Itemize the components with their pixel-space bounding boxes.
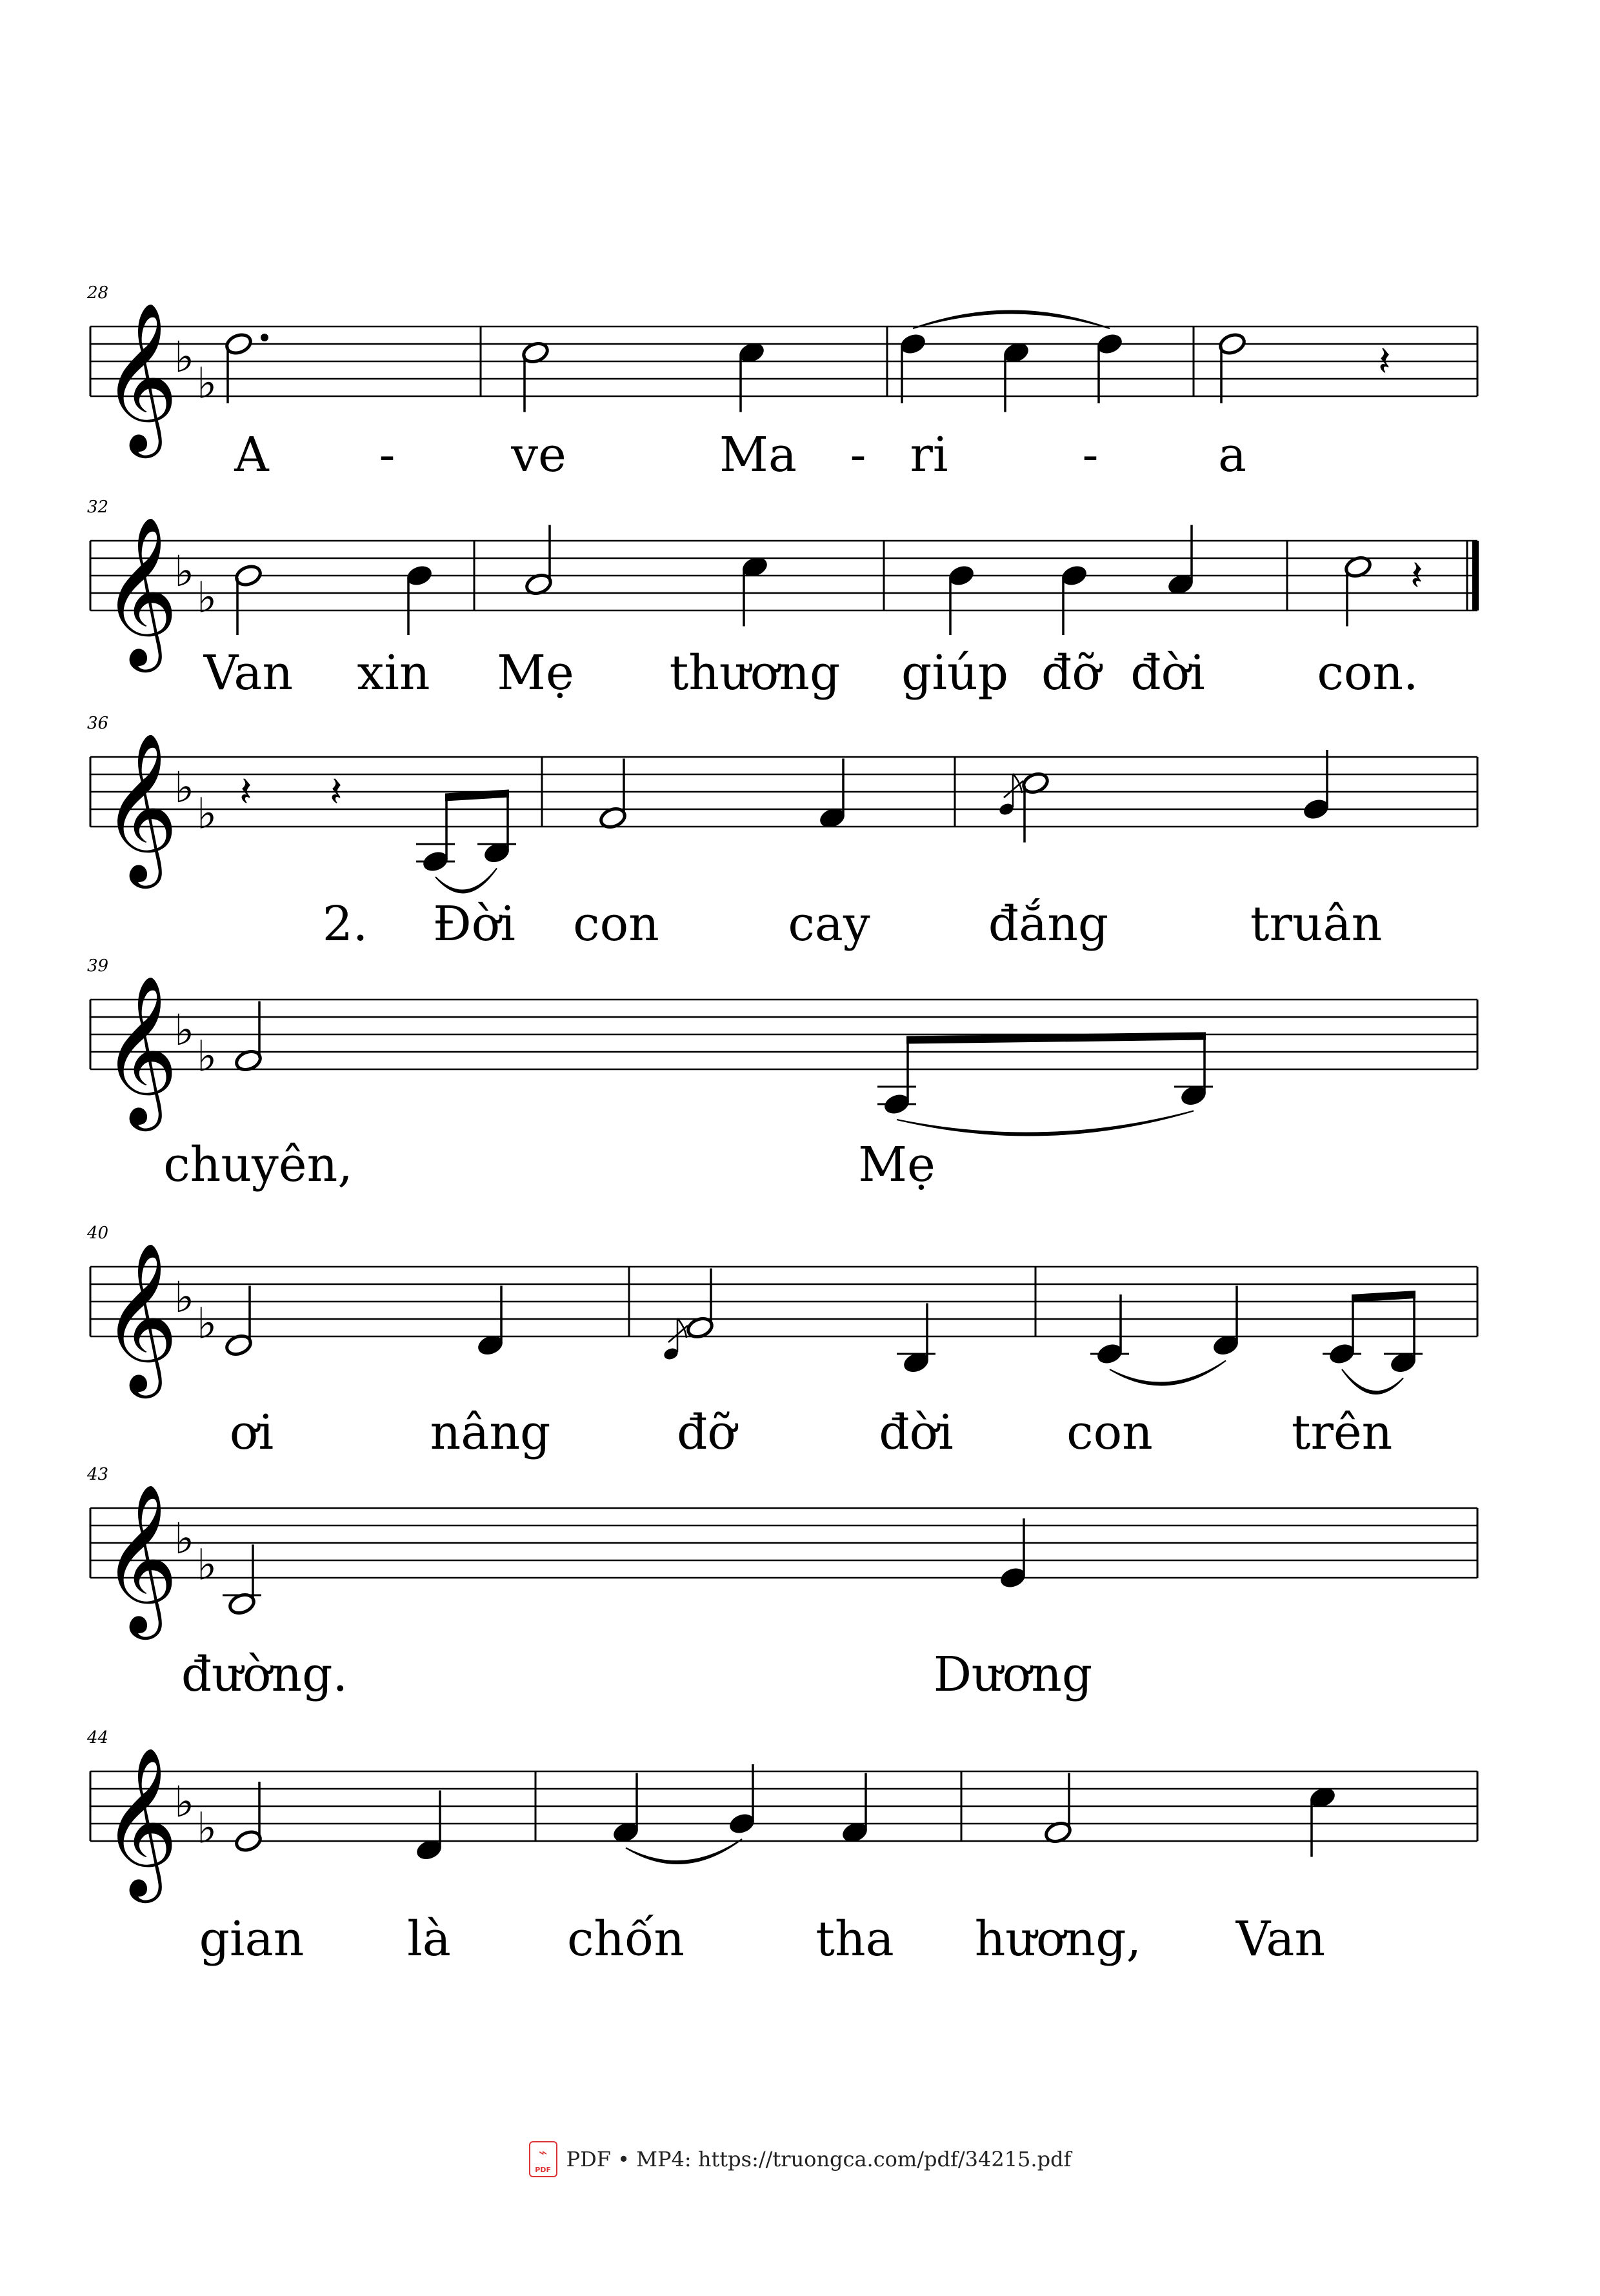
treble-clef-icon: 𝄞 — [102, 516, 179, 666]
treble-clef-icon: 𝄞 — [102, 301, 179, 452]
measure-number: 43 — [87, 1465, 109, 1484]
lyric-syllable: nâng — [430, 1405, 551, 1460]
slur — [1342, 1369, 1403, 1394]
lyric-syllable: tha — [815, 1911, 894, 1967]
lyric-syllable: truân — [1250, 896, 1383, 952]
measure-number: 44 — [87, 1728, 109, 1747]
footer-link[interactable]: PDF • MP4: https://truongca.com/pdf/34215.pdf — [566, 2147, 1072, 2171]
flat-icon: ♭ — [174, 1273, 195, 1322]
quarter-rest-icon: 𝄽 — [239, 769, 252, 816]
treble-clef-icon: 𝄞 — [102, 1746, 179, 1897]
lyric-syllable: chốn — [566, 1911, 685, 1967]
lyric-syllable: ve — [511, 427, 566, 483]
augmentation-dot — [261, 334, 268, 341]
lyric-syllable: - — [379, 427, 395, 483]
lyric-syllable: Đời — [433, 896, 515, 952]
flat-icon: ♭ — [174, 547, 195, 596]
flat-icon: ♭ — [197, 1031, 217, 1082]
lyric-syllable: con — [1066, 1405, 1153, 1460]
lyric-syllable: xin — [357, 645, 430, 701]
slur — [626, 1839, 742, 1864]
staff-system-2 — [87, 498, 1479, 701]
lyric-syllable: Mẹ — [497, 645, 574, 701]
lyric-syllable: con. — [1317, 645, 1419, 701]
lyric-syllable: Van — [203, 645, 294, 701]
pdf-file-icon[interactable]: ⌁ PDF — [529, 2141, 557, 2177]
flat-icon: ♭ — [174, 332, 195, 382]
staff-system-7 — [86, 1728, 1477, 1967]
lyric-syllable: đỡ — [677, 1405, 736, 1460]
staff-system-1 — [86, 283, 1477, 483]
lyric-syllable: Dương — [933, 1647, 1093, 1702]
quarter-rest-icon: 𝄽 — [330, 769, 343, 816]
lyric-syllable: thương — [669, 645, 841, 701]
lyric-syllable: gian — [199, 1911, 305, 1967]
treble-clef-icon: 𝄞 — [102, 1242, 179, 1392]
lyric-syllable: đời — [879, 1405, 954, 1460]
lyric-syllable: - — [850, 427, 866, 483]
lyric-syllable: - — [1082, 427, 1099, 483]
slur — [1110, 1361, 1226, 1385]
lyric-syllable: giúp — [901, 645, 1009, 701]
measure-number: 28 — [87, 283, 109, 303]
flat-icon: ♭ — [197, 1540, 217, 1590]
beam — [1352, 1291, 1415, 1302]
lyric-syllable: Ma — [719, 427, 797, 483]
measure-number: 36 — [87, 714, 109, 733]
staff-system-4 — [87, 956, 1477, 1193]
staff-system-3 — [87, 714, 1477, 952]
staff-system-5 — [86, 1224, 1477, 1460]
flat-icon: ♭ — [197, 1298, 217, 1349]
lyric-syllable: đường. — [181, 1647, 348, 1702]
slur — [435, 869, 497, 893]
lyric-syllable: ri — [910, 427, 948, 483]
final-barline-thick — [1472, 541, 1479, 610]
quarter-rest-icon: 𝄽 — [1410, 552, 1423, 600]
measure-number: 39 — [87, 956, 109, 976]
lyric-syllable: con — [573, 896, 659, 952]
page-footer — [0, 2140, 1600, 2179]
flat-icon: ♭ — [197, 572, 217, 623]
lyric-syllable: ơi — [229, 1405, 274, 1460]
staff-system-6 — [86, 1465, 1477, 1702]
measure-number: 32 — [87, 498, 109, 517]
lyric-syllable: A — [234, 427, 269, 483]
lyric-syllable: Van — [1235, 1911, 1326, 1967]
lyric-syllable: đắng — [988, 896, 1109, 952]
flat-icon: ♭ — [197, 789, 217, 839]
slur — [897, 1111, 1194, 1136]
lyric-syllable: là — [407, 1911, 451, 1967]
lyric-syllable: trên — [1291, 1405, 1393, 1460]
lyric-syllable: cay — [788, 896, 870, 952]
lyric-syllable: 2. — [322, 896, 368, 952]
measure-number: 40 — [87, 1224, 109, 1243]
lyric-syllable: đỡ — [1041, 645, 1101, 701]
lyric-syllable: đời — [1130, 645, 1205, 701]
flat-icon: ♭ — [197, 1803, 217, 1853]
flat-icon: ♭ — [197, 358, 217, 408]
quarter-rest-icon: 𝄽 — [1378, 338, 1391, 386]
lyric-syllable: a — [1217, 427, 1247, 483]
lyric-syllable: chuyên, — [163, 1137, 353, 1193]
treble-clef-icon: 𝄞 — [102, 1483, 179, 1633]
flat-icon: ♭ — [174, 1777, 195, 1827]
treble-clef-icon: 𝄞 — [102, 732, 179, 882]
flat-icon: ♭ — [174, 1005, 195, 1055]
lyric-syllable: Mẹ — [858, 1137, 935, 1193]
flat-icon: ♭ — [174, 763, 195, 812]
flat-icon: ♭ — [174, 1514, 195, 1564]
lyric-syllable: hương, — [974, 1911, 1142, 1967]
treble-clef-icon: 𝄞 — [102, 974, 179, 1125]
